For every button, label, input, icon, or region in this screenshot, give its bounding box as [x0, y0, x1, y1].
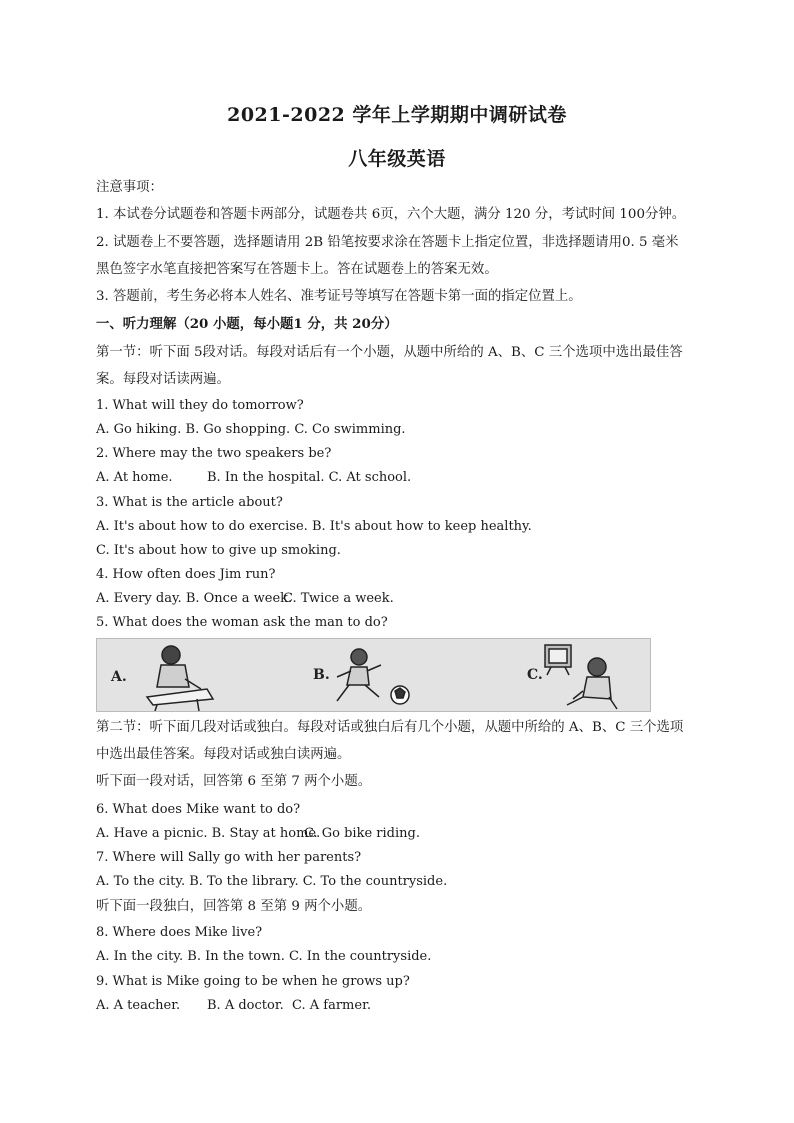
question-3-option-c: C. It's about how to give up smoking.: [96, 543, 341, 558]
question-9: 9. What is Mike going to be when he grows up?: [96, 974, 410, 989]
picture-label-b: B.: [313, 667, 330, 683]
part1-intro: 第一节：听下面 5段对话。每段对话后有一个小题，从题中所给的 A、B、C 三个选项中选出最佳答: [96, 345, 683, 360]
part2-intro-cont: 中选出最佳答案。每段对话或独白读两遍。: [96, 747, 351, 762]
note-item-2-cont: 黑色签字水笔直接把答案写在答题卡上。答在试题卷上的答案无效。: [96, 262, 498, 277]
monolog-intro: 听下面一段独白，回答第 8 至第 9 两个小题。: [96, 899, 372, 914]
option-c: C. A farmer.: [292, 998, 371, 1013]
exam-subtitle: 八年级英语: [348, 148, 446, 170]
question-7-options: A. To the city. B. To the library. C. To the countryside.: [96, 874, 448, 889]
option-a: A. At home.: [96, 470, 173, 485]
picture-label-a: A.: [111, 669, 127, 685]
option-c: C. Go bike riding.: [304, 826, 420, 841]
question-1: 1. What will they do tomorrow?: [96, 398, 304, 413]
option-bc: B. In the hospital. C. At school.: [207, 470, 412, 485]
notes-heading: 注意事项：: [96, 180, 163, 195]
question-7: 7. Where will Sally go with her parents?: [96, 850, 362, 865]
option-ab: A. Every day. B. Once a week.: [96, 591, 293, 606]
question-2-options: [96, 470, 411, 486]
exam-title: 2021-2022 学年上学期期中调研试卷: [227, 104, 567, 126]
question-4: 4. How often does Jim run?: [96, 567, 276, 582]
option-b: B. A doctor.: [207, 998, 284, 1013]
dialog-intro: 听下面一段对话，回答第 6 至第 7 两个小题。: [96, 774, 372, 789]
picture-label-c: C.: [527, 667, 543, 683]
question-9-options: [96, 998, 371, 1014]
note-item-1: 1. 本试卷分试题卷和答题卡两部分，试题卷共 6页，六个大题，满分 120 分，考试时间 100分钟。: [96, 207, 686, 222]
question-8-options: A. In the city. B. In the town. C. In the countryside.: [96, 949, 432, 964]
part2-intro: 第二节：听下面几段对话或独白。每段对话或独白后有几个小题，从题中所给的 A、B、C 三个选项: [96, 720, 684, 735]
part1-intro-cont: 案。每段对话读两遍。: [96, 372, 230, 387]
question-8: 8. Where does Mike live?: [96, 925, 263, 940]
question-5-picture: [96, 638, 651, 712]
question-3-options-ab: A. It's about how to do exercise. B. It's about how to keep healthy.: [96, 519, 532, 534]
question-4-options: [96, 591, 394, 607]
question-6: 6. What does Mike want to do?: [96, 802, 301, 817]
note-item-3: 3. 答题前，考生务必将本人姓名、准考证号等填写在答题卡第一面的指定位置上。: [96, 289, 582, 304]
option-c: C. Twice a week.: [283, 591, 394, 606]
question-1-options: A. Go hiking. B. Go shopping. C. Co swimming.: [96, 422, 406, 437]
question-3: 3. What is the article about?: [96, 495, 283, 510]
question-6-options: [96, 826, 420, 842]
question-2: 2. Where may the two speakers be?: [96, 446, 332, 461]
option-a: A. A teacher.: [96, 998, 181, 1013]
question-5: 5. What does the woman ask the man to do?: [96, 615, 388, 630]
option-ab: A. Have a picnic. B. Stay at home.: [96, 826, 321, 841]
section-heading: 一、听力理解（20 小题，每小题1 分，共 20分）: [96, 316, 398, 332]
note-item-2: 2. 试题卷上不要答题，选择题请用 2B 铅笔按要求涂在答题卡上指定位置，非选择题请用0. 5 毫米: [96, 235, 679, 250]
